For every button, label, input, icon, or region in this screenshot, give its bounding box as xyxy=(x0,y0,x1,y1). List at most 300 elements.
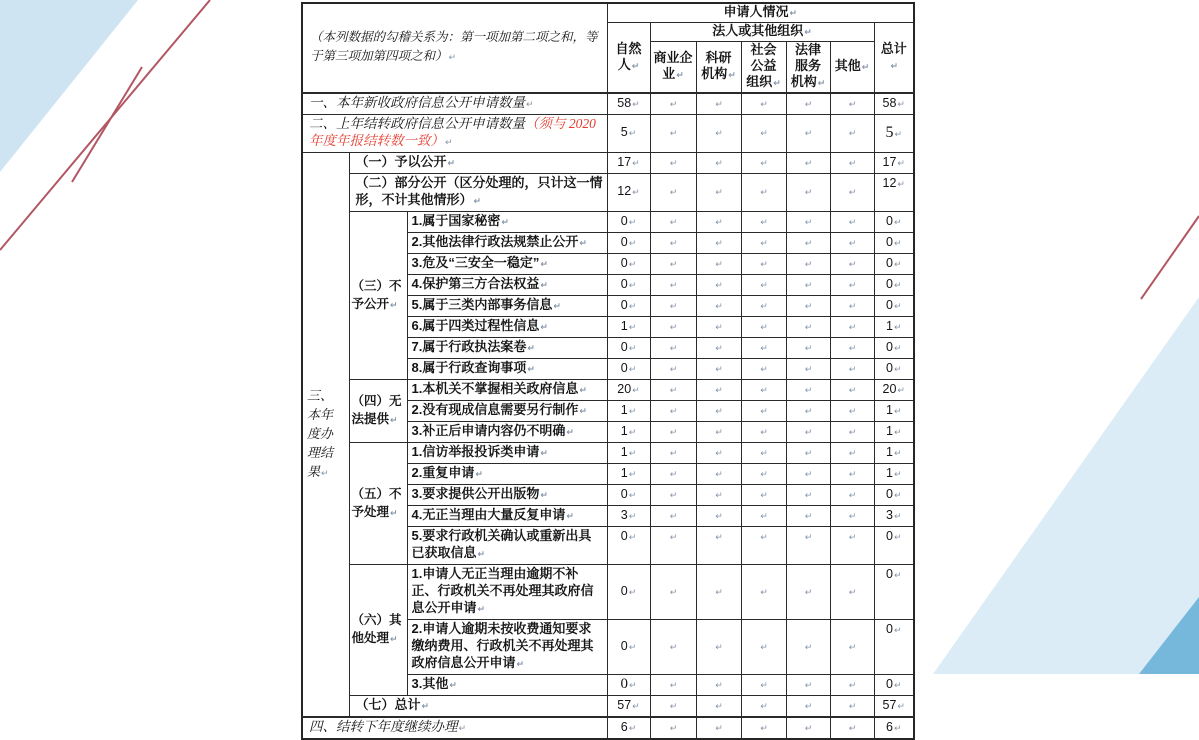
empty-cell xyxy=(786,317,830,338)
empty-cell xyxy=(741,527,786,565)
paragraph-mark-icon: ↵ xyxy=(893,280,902,291)
paragraph-mark-icon: ↵ xyxy=(669,301,678,312)
paragraph-mark-icon: ↵ xyxy=(893,364,902,375)
paragraph-mark-icon: ↵ xyxy=(669,642,678,653)
paragraph-mark-icon: ↵ xyxy=(628,259,637,270)
paragraph-mark-icon: ↵ xyxy=(804,680,813,691)
paragraph-mark-icon: ↵ xyxy=(760,364,768,375)
paragraph-mark-icon: ↵ xyxy=(760,129,768,139)
row-label: 4.无正当理由大量反复申请↵ xyxy=(407,506,607,527)
paragraph-mark-icon: ↵ xyxy=(628,322,637,333)
paragraph-mark-icon: ↵ xyxy=(715,322,723,333)
paragraph-mark-icon: ↵ xyxy=(804,385,813,396)
row-label: 三、本年度办理结果↵ xyxy=(302,153,349,718)
paragraph-mark-icon: ↵ xyxy=(893,217,902,228)
paragraph-mark-icon: ↵ xyxy=(715,723,723,734)
empty-cell xyxy=(830,717,874,739)
value-cell: 0↵ xyxy=(607,565,650,620)
paragraph-mark-icon: ↵ xyxy=(540,323,548,333)
row-label: 3.补正后申请内容仍不明确↵ xyxy=(407,422,607,443)
value-cell: 57↵ xyxy=(874,696,914,718)
empty-cell xyxy=(786,153,830,174)
value-cell: 3↵ xyxy=(874,506,914,527)
value-cell: 58↵ xyxy=(874,93,914,115)
paragraph-mark-icon: ↵ xyxy=(760,99,768,110)
value-cell: 0↵ xyxy=(607,296,650,317)
paragraph-mark-icon: ↵ xyxy=(893,533,902,543)
paragraph-mark-icon: ↵ xyxy=(804,448,813,459)
paragraph-mark-icon: ↵ xyxy=(848,511,857,522)
value-cell: 1↵ xyxy=(874,464,914,485)
paragraph-mark-icon: ↵ xyxy=(458,724,467,734)
paragraph-mark-icon: ↵ xyxy=(676,71,684,81)
value-cell: 0↵ xyxy=(874,254,914,275)
paragraph-mark-icon: ↵ xyxy=(715,533,723,543)
paragraph-mark-icon: ↵ xyxy=(669,490,678,501)
empty-cell xyxy=(696,443,741,464)
value-cell: 1↵ xyxy=(874,401,914,422)
paragraph-mark-icon: ↵ xyxy=(848,490,857,501)
empty-cell xyxy=(741,254,786,275)
empty-cell xyxy=(741,443,786,464)
paragraph-mark-icon: ↵ xyxy=(715,188,723,198)
empty-cell xyxy=(696,338,741,359)
empty-cell xyxy=(741,212,786,233)
empty-cell xyxy=(786,380,830,401)
paragraph-mark-icon: ↵ xyxy=(669,280,678,291)
paragraph-mark-icon: ↵ xyxy=(848,385,857,396)
paragraph-mark-icon: ↵ xyxy=(760,469,768,480)
paragraph-mark-icon: ↵ xyxy=(893,406,902,417)
paragraph-mark-icon: ↵ xyxy=(715,490,723,501)
row-label: 5.属于三类内部事务信息↵ xyxy=(407,296,607,317)
empty-cell xyxy=(650,401,696,422)
value-cell: 0↵ xyxy=(607,675,650,696)
paragraph-mark-icon: ↵ xyxy=(715,406,723,417)
row-label: 6.属于四类过程性信息↵ xyxy=(407,317,607,338)
paragraph-mark-icon: ↵ xyxy=(804,217,813,228)
empty-cell xyxy=(786,212,830,233)
value-cell: 0↵ xyxy=(607,359,650,380)
row-label: 2.其他法律行政法规禁止公开↵ xyxy=(407,233,607,254)
paragraph-mark-icon: ↵ xyxy=(628,280,637,291)
paragraph-mark-icon: ↵ xyxy=(669,723,678,734)
empty-cell xyxy=(741,675,786,696)
value-cell: 0↵ xyxy=(874,620,914,675)
empty-cell xyxy=(696,675,741,696)
paragraph-mark-icon: ↵ xyxy=(804,188,813,198)
empty-cell xyxy=(741,275,786,296)
paragraph-mark-icon: ↵ xyxy=(760,343,768,354)
paragraph-mark-icon: ↵ xyxy=(848,406,857,417)
paragraph-mark-icon: ↵ xyxy=(893,680,902,691)
empty-cell xyxy=(650,317,696,338)
row-label: 3.危及“三安全一稳定”↵ xyxy=(407,254,607,275)
paragraph-mark-icon: ↵ xyxy=(848,238,857,249)
value-cell: 0↵ xyxy=(607,338,650,359)
paragraph-mark-icon: ↵ xyxy=(804,280,813,291)
empty-cell xyxy=(650,527,696,565)
paragraph-mark-icon: ↵ xyxy=(715,280,723,291)
empty-cell xyxy=(696,296,741,317)
value-cell: 17↵ xyxy=(607,153,650,174)
value-cell: 0↵ xyxy=(874,527,914,565)
empty-cell xyxy=(696,275,741,296)
empty-cell xyxy=(741,115,786,153)
empty-cell xyxy=(696,153,741,174)
paragraph-mark-icon: ↵ xyxy=(760,427,768,438)
empty-cell xyxy=(650,233,696,254)
empty-cell xyxy=(830,485,874,506)
empty-cell xyxy=(741,506,786,527)
paragraph-mark-icon: ↵ xyxy=(804,511,813,522)
empty-cell xyxy=(650,717,696,739)
paragraph-mark-icon: ↵ xyxy=(473,197,482,207)
paragraph-mark-icon: ↵ xyxy=(540,491,548,501)
value-cell: 3↵ xyxy=(607,506,650,527)
paragraph-mark-icon: ↵ xyxy=(715,217,723,228)
paragraph-mark-icon: ↵ xyxy=(628,238,637,249)
paragraph-mark-icon: ↵ xyxy=(669,406,678,417)
header-cell: 法人或其他组织↵ xyxy=(650,23,874,42)
empty-cell xyxy=(786,338,830,359)
paragraph-mark-icon: ↵ xyxy=(893,427,902,438)
paragraph-mark-icon: ↵ xyxy=(760,259,768,270)
paragraph-mark-icon: ↵ xyxy=(628,406,637,417)
row-label: 1.本机关不掌握相关政府信息↵ xyxy=(407,380,607,401)
value-cell: 0↵ xyxy=(607,527,650,565)
empty-cell xyxy=(830,174,874,212)
row-label: （四）无法提供↵ xyxy=(349,380,407,443)
red-note-text: （须与 2020 年度年报结转数一致） xyxy=(309,116,596,148)
empty-cell xyxy=(696,233,741,254)
paragraph-mark-icon: ↵ xyxy=(760,680,768,691)
row-label: （七）总计↵ xyxy=(349,696,607,718)
empty-cell xyxy=(696,464,741,485)
paragraph-mark-icon: ↵ xyxy=(760,322,768,333)
paragraph-mark-icon: ↵ xyxy=(715,259,723,270)
empty-cell xyxy=(696,359,741,380)
empty-cell xyxy=(650,565,696,620)
value-cell: 0↵ xyxy=(874,296,914,317)
paragraph-mark-icon: ↵ xyxy=(893,511,902,522)
value-cell: 12↵ xyxy=(607,174,650,212)
paragraph-mark-icon: ↵ xyxy=(632,99,640,110)
row-label: （三）不予公开↵ xyxy=(349,212,407,380)
value-cell: 0↵ xyxy=(874,565,914,620)
paragraph-mark-icon: ↵ xyxy=(848,343,857,354)
paragraph-mark-icon: ↵ xyxy=(893,571,902,581)
paragraph-mark-icon: ↵ xyxy=(566,428,574,438)
paragraph-mark-icon: ↵ xyxy=(449,681,457,691)
value-cell: 0↵ xyxy=(874,675,914,696)
paragraph-mark-icon: ↵ xyxy=(669,364,678,375)
paragraph-mark-icon: ↵ xyxy=(628,343,637,354)
empty-cell xyxy=(696,115,741,153)
header-cell: 其他↵ xyxy=(830,42,874,94)
value-cell: 1↵ xyxy=(874,443,914,464)
paragraph-mark-icon: ↵ xyxy=(477,605,486,615)
row-label: 7.属于行政执法案卷↵ xyxy=(407,338,607,359)
value-cell: 0↵ xyxy=(874,359,914,380)
empty-cell xyxy=(786,174,830,212)
value-cell: 0↵ xyxy=(607,485,650,506)
empty-cell xyxy=(650,93,696,115)
empty-cell xyxy=(786,620,830,675)
empty-cell xyxy=(830,675,874,696)
header-cell: 自然人↵ xyxy=(607,23,650,94)
paragraph-mark-icon: ↵ xyxy=(760,238,768,249)
paragraph-mark-icon: ↵ xyxy=(527,365,535,375)
paragraph-mark-icon: ↵ xyxy=(804,301,813,312)
deco-triangle-bottom-right xyxy=(1139,597,1199,674)
empty-cell xyxy=(741,485,786,506)
paragraph-mark-icon: ↵ xyxy=(501,218,509,228)
row-label: 1.属于国家秘密↵ xyxy=(407,212,607,233)
row-label: 4.保护第三方合法权益↵ xyxy=(407,275,607,296)
paragraph-mark-icon: ↵ xyxy=(789,9,798,19)
empty-cell xyxy=(786,464,830,485)
empty-cell xyxy=(830,233,874,254)
empty-cell xyxy=(650,338,696,359)
empty-cell xyxy=(786,359,830,380)
paragraph-mark-icon: ↵ xyxy=(669,448,678,459)
paragraph-mark-icon: ↵ xyxy=(760,701,768,712)
empty-cell xyxy=(830,93,874,115)
paragraph-mark-icon: ↵ xyxy=(632,385,640,396)
paragraph-mark-icon: ↵ xyxy=(804,469,813,480)
row-label: 5.要求行政机关确认或重新出具已获取信息↵ xyxy=(407,527,607,565)
paragraph-mark-icon: ↵ xyxy=(669,587,678,598)
gov-info-disclosure-table xyxy=(301,2,915,740)
row-label: 8.属于行政查询事项↵ xyxy=(407,359,607,380)
empty-cell xyxy=(741,338,786,359)
paragraph-mark-icon: ↵ xyxy=(445,138,453,148)
paragraph-mark-icon: ↵ xyxy=(628,301,637,312)
value-cell: 1↵ xyxy=(874,422,914,443)
row-label: 2.重复申请↵ xyxy=(407,464,607,485)
paragraph-mark-icon: ↵ xyxy=(760,533,768,543)
empty-cell xyxy=(650,380,696,401)
value-cell: 6↵ xyxy=(874,717,914,739)
row-label: 二、上年结转政府信息公开申请数量（须与 2020 年度年报结转数一致）↵ xyxy=(302,115,607,153)
paragraph-mark-icon: ↵ xyxy=(390,508,398,519)
paragraph-mark-icon: ↵ xyxy=(893,723,902,734)
empty-cell xyxy=(741,565,786,620)
paragraph-mark-icon: ↵ xyxy=(540,260,548,270)
paragraph-mark-icon: ↵ xyxy=(579,407,587,417)
empty-cell xyxy=(696,380,741,401)
report-table-container xyxy=(301,2,915,740)
value-cell: 1↵ xyxy=(607,422,650,443)
empty-cell xyxy=(786,675,830,696)
paragraph-mark-icon: ↵ xyxy=(566,512,574,522)
paragraph-mark-icon: ↵ xyxy=(760,217,768,228)
value-cell: 1↵ xyxy=(607,401,650,422)
empty-cell xyxy=(830,696,874,718)
paragraph-mark-icon: ↵ xyxy=(760,490,768,501)
empty-cell xyxy=(696,401,741,422)
paragraph-mark-icon: ↵ xyxy=(526,100,534,110)
paragraph-mark-icon: ↵ xyxy=(477,550,486,560)
paragraph-mark-icon: ↵ xyxy=(715,343,723,354)
paragraph-mark-icon: ↵ xyxy=(804,490,813,501)
paragraph-mark-icon: ↵ xyxy=(804,427,813,438)
header-cell: 商业企业↵ xyxy=(650,42,696,94)
deco-red-line-long xyxy=(0,0,210,250)
empty-cell xyxy=(830,506,874,527)
empty-cell xyxy=(830,359,874,380)
empty-cell xyxy=(830,153,874,174)
paragraph-mark-icon: ↵ xyxy=(894,129,903,140)
paragraph-mark-icon: ↵ xyxy=(804,99,813,110)
empty-cell xyxy=(741,380,786,401)
row-label: （五）不予处理↵ xyxy=(349,443,407,565)
paragraph-mark-icon: ↵ xyxy=(848,723,857,734)
paragraph-mark-icon: ↵ xyxy=(804,533,813,543)
paragraph-mark-icon: ↵ xyxy=(669,322,678,333)
paragraph-mark-icon: ↵ xyxy=(760,406,768,417)
paragraph-mark-icon: ↵ xyxy=(890,61,899,72)
paragraph-mark-icon: ↵ xyxy=(773,79,781,89)
value-cell: 6↵ xyxy=(607,717,650,739)
paragraph-mark-icon: ↵ xyxy=(579,239,587,249)
paragraph-mark-icon: ↵ xyxy=(893,259,902,270)
paragraph-mark-icon: ↵ xyxy=(848,533,857,543)
row-label: 3.要求提供公开出版物↵ xyxy=(407,485,607,506)
paragraph-mark-icon: ↵ xyxy=(760,280,768,291)
paragraph-mark-icon: ↵ xyxy=(804,364,813,375)
row-label: 1.信访举报投诉类申请↵ xyxy=(407,443,607,464)
paragraph-mark-icon: ↵ xyxy=(848,158,857,169)
paragraph-mark-icon: ↵ xyxy=(628,642,637,653)
paragraph-mark-icon: ↵ xyxy=(848,217,857,228)
empty-cell xyxy=(830,380,874,401)
paragraph-mark-icon: ↵ xyxy=(804,129,813,139)
paragraph-mark-icon: ↵ xyxy=(804,406,813,417)
empty-cell xyxy=(830,115,874,153)
empty-cell xyxy=(741,296,786,317)
paragraph-mark-icon: ↵ xyxy=(848,680,857,691)
empty-cell xyxy=(696,506,741,527)
paragraph-mark-icon: ↵ xyxy=(817,79,826,89)
empty-cell xyxy=(650,506,696,527)
paragraph-mark-icon: ↵ xyxy=(848,322,857,333)
empty-cell xyxy=(830,254,874,275)
empty-cell xyxy=(741,696,786,718)
paragraph-mark-icon: ↵ xyxy=(715,701,723,712)
empty-cell xyxy=(786,527,830,565)
empty-cell xyxy=(830,401,874,422)
deco-band-bottom-right xyxy=(933,297,1199,674)
paragraph-mark-icon: ↵ xyxy=(669,511,678,522)
empty-cell xyxy=(741,464,786,485)
paragraph-mark-icon: ↵ xyxy=(804,701,813,712)
paragraph-mark-icon: ↵ xyxy=(760,723,768,734)
paragraph-mark-icon: ↵ xyxy=(628,723,637,734)
paragraph-mark-icon: ↵ xyxy=(669,158,678,169)
paragraph-mark-icon: ↵ xyxy=(861,63,870,73)
empty-cell xyxy=(650,443,696,464)
empty-cell xyxy=(741,359,786,380)
paragraph-mark-icon: ↵ xyxy=(715,469,723,480)
paragraph-mark-icon: ↵ xyxy=(728,71,736,81)
value-cell: 20↵ xyxy=(607,380,650,401)
paragraph-mark-icon: ↵ xyxy=(848,701,857,712)
empty-cell xyxy=(650,212,696,233)
paragraph-mark-icon: ↵ xyxy=(804,723,813,734)
value-cell: 20↵ xyxy=(874,380,914,401)
empty-cell xyxy=(830,275,874,296)
paragraph-mark-icon: ↵ xyxy=(848,469,857,480)
paragraph-mark-icon: ↵ xyxy=(804,28,812,38)
row-label: 一、本年新收政府信息公开申请数量↵ xyxy=(302,93,607,115)
paragraph-mark-icon: ↵ xyxy=(715,385,723,396)
paragraph-mark-icon: ↵ xyxy=(628,448,637,459)
empty-cell xyxy=(786,401,830,422)
paragraph-mark-icon: ↵ xyxy=(632,158,640,169)
row-label: 3.其他↵ xyxy=(407,675,607,696)
empty-cell xyxy=(786,422,830,443)
value-cell: 0↵ xyxy=(607,620,650,675)
paragraph-mark-icon: ↵ xyxy=(804,587,813,598)
paragraph-mark-icon: ↵ xyxy=(760,158,768,169)
value-cell: 1↵ xyxy=(607,464,650,485)
paragraph-mark-icon: ↵ xyxy=(804,158,813,169)
empty-cell xyxy=(830,464,874,485)
empty-cell xyxy=(830,212,874,233)
row-label: （一）予以公开↵ xyxy=(349,153,607,174)
paragraph-mark-icon: ↵ xyxy=(669,343,678,354)
paragraph-mark-icon: ↵ xyxy=(760,448,768,459)
value-cell: 0↵ xyxy=(874,338,914,359)
empty-cell xyxy=(650,675,696,696)
empty-cell xyxy=(830,317,874,338)
value-cell: 58↵ xyxy=(607,93,650,115)
paragraph-mark-icon: ↵ xyxy=(848,448,857,459)
value-cell: 12↵ xyxy=(874,174,914,212)
paragraph-mark-icon: ↵ xyxy=(421,702,430,712)
empty-cell xyxy=(786,485,830,506)
header-cell: 社会公益组织↵ xyxy=(741,42,786,94)
paragraph-mark-icon: ↵ xyxy=(628,533,637,543)
value-cell: 0↵ xyxy=(874,485,914,506)
paragraph-mark-icon: ↵ xyxy=(760,642,768,653)
paragraph-mark-icon: ↵ xyxy=(390,416,398,426)
paragraph-mark-icon: ↵ xyxy=(893,343,902,354)
paragraph-mark-icon: ↵ xyxy=(848,642,857,653)
paragraph-mark-icon: ↵ xyxy=(628,427,637,438)
empty-cell xyxy=(696,174,741,212)
paragraph-mark-icon: ↵ xyxy=(628,587,637,598)
paragraph-mark-icon: ↵ xyxy=(715,129,723,139)
row-label: （六）其他处理↵ xyxy=(349,565,407,696)
paragraph-mark-icon: ↵ xyxy=(669,259,678,270)
paragraph-mark-icon: ↵ xyxy=(848,99,857,110)
paragraph-mark-icon: ↵ xyxy=(669,385,678,396)
header-cell: 法律服务机构↵ xyxy=(786,42,830,94)
empty-cell xyxy=(650,153,696,174)
empty-cell xyxy=(696,212,741,233)
empty-cell xyxy=(741,174,786,212)
value-cell: 1↵ xyxy=(874,317,914,338)
paragraph-mark-icon: ↵ xyxy=(760,587,768,598)
paragraph-mark-icon: ↵ xyxy=(893,490,902,501)
paragraph-mark-icon: ↵ xyxy=(893,448,902,459)
header-cell: 总计↵ xyxy=(874,23,914,94)
row-label: 2.申请人逾期未按收费通知要求缴纳费用、行政机关不再处理其政府信息公开申请↵ xyxy=(407,620,607,675)
paragraph-mark-icon: ↵ xyxy=(628,129,637,139)
